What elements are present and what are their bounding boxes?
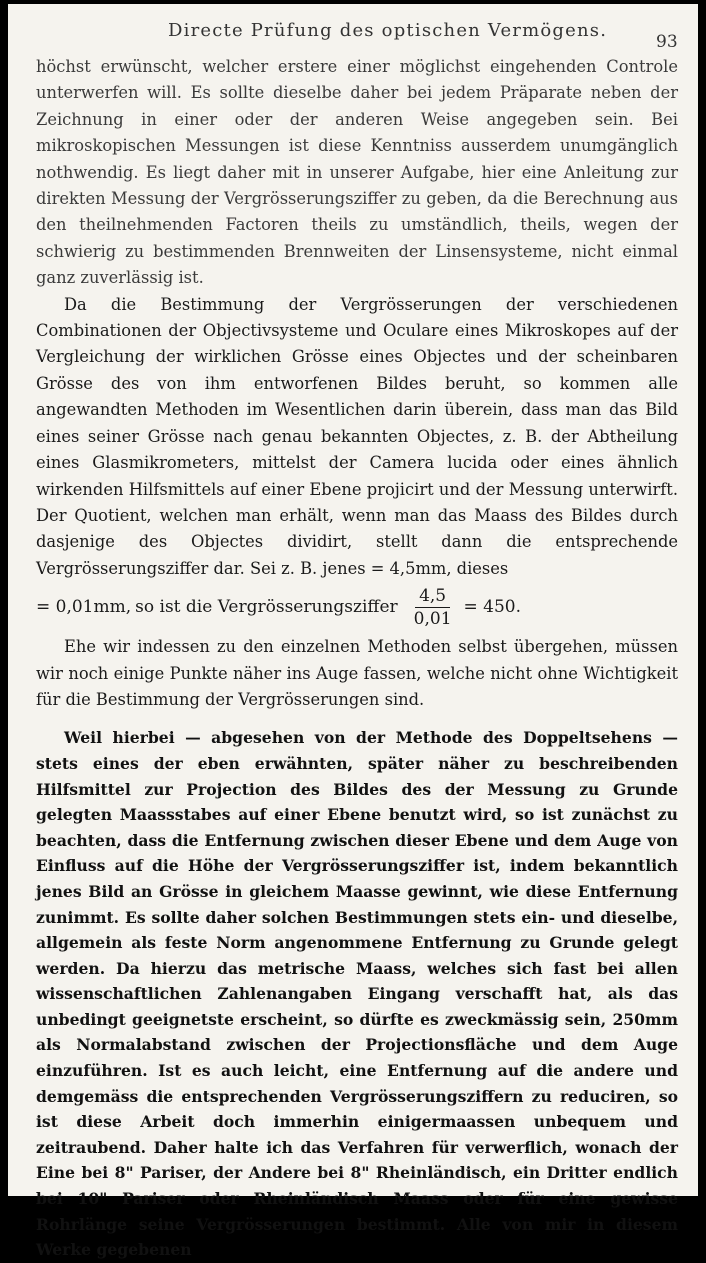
equation-lead: = 0,01mm, xyxy=(36,597,132,618)
body-text xyxy=(36,54,678,1263)
fraction-denominator: 0,01 xyxy=(413,608,452,629)
equation-result: = 450. xyxy=(463,597,522,618)
fraction-numerator: 4,5 xyxy=(415,585,450,608)
paragraph-projection-distance: Weil hierbei — abgesehen von der Methode des Doppeltsehens — stets eines der eben erwähnten, später näher zu beschreibenden Hilfsmittel zur Projection des Bildes des der Messung zu Grunde gelegten Maassstabes auf einer Ebene benutzt wird, so ist zunächst zu beachten, dass die Entfernung zwischen dieser Ebene und dem Auge von Einfluss auf die Höhe der Vergrösserungsziffer ist, indem bekanntlich jenes Bild an Grösse in gleichem Maasse gewinnt, wie diese Entfernung zunimmt. Es sollte daher solchen Bestimmungen stets ein- und dieselbe, allgemein als feste Norm angenommene Entfernung zu Grunde gelegt werden. Da hierzu das metrische Maass, welches sich fast bei allen wissenschaftlichen Zahlenangaben Eingang verschafft hat, als das unbedingt geeignetste erscheint, so dürfte es zweckmässig sein, 250mm als Normalabstand zwischen der Projectionsfläche und dem Auge einzuführen. Ist es auch leicht, eine Entfernung auf die andere und demgemäss die entsprechenden Vergrösserungsziffern zu reduciren, so ist diese Arbeit doch immerhin einigermaassen unbequem und zeitraubend. Daher halte ich das Verfahren für verwerflich, wonach der Eine bei 8" Pariser, der Andere bei 8" Rheinländisch, ein Dritter endlich bei 10" Pariser oder Rheinländisch Maass oder für eine gewisse Rohrlänge seine Vergrösserungen bestimmt. Alle von mir in diesem Werke gegebenen xyxy=(36,728,678,1260)
page-header xyxy=(8,16,698,52)
running-title: Directe Prüfung des optischen Vermögens. xyxy=(168,20,608,41)
page-number: 93 xyxy=(656,32,678,52)
paragraph-magnification-method: Da die Bestimmung der Vergrösserungen der verschiedenen Combinationen der Objectivsysteme und Oculare eines Mikroskopes auf der Vergleichung der wirklichen Grösse eines Objectes und der scheinbaren Grösse des von ihm entworfenen Bildes beruht, so kommen alle angewandten Methoden im Wesentlichen darin überein, dass man das Bild eines seiner Grösse nach genau bekannten Objectes, z. B. der Abtheilung eines Glasmikrometers, mittelst der Camera lucida oder eines ähnlich wirkenden Hilfsmittels auf einer Ebene projicirt und der Messung unterwirft. Der Quotient, welchen man erhält, wenn man das Maass des Bildes durch dasjenige des Objectes dividirt, stellt dann die entsprechende Vergrösserungsziffer dar. Sei z. B. jenes = 4,5mm, dieses xyxy=(36,294,678,578)
paragraph-continuation: höchst erwünscht, welcher erstere einer möglichst eingehenden Controle unterwerfen will. Es sollte dieselbe daher bei jedem Präparate neben der Zeichnung in einer oder der anderen Weise angegeben sein. Bei mikroskopischen Messungen ist diese Kenntniss ausserdem unumgänglich nothwendig. Es liegt daher mit in unserer Aufgabe, hier eine Anleitung zur direkten Messung der Vergrösserungsziffer zu geben, da die Berechnung aus den theilnehmenden Factoren theils zu umständlich, theils, wegen der schwierig zu bestimmenden Brennweiten der Linsensysteme, nicht einmal ganz zuverlässig ist. xyxy=(36,57,678,288)
paragraph-preliminaries: Ehe wir indessen zu den einzelnen Methoden selbst übergehen, müssen wir noch einige Punkte näher ins Auge fassen, welche nicht ohne Wichtigkeit für die Bestimmung der Vergrösserungen sind. xyxy=(36,637,678,709)
magnification-equation xyxy=(36,580,678,634)
equation-fraction xyxy=(410,585,456,630)
document-page xyxy=(8,4,698,1260)
equation-text: so ist die Vergrösserungsziffer xyxy=(135,597,398,618)
